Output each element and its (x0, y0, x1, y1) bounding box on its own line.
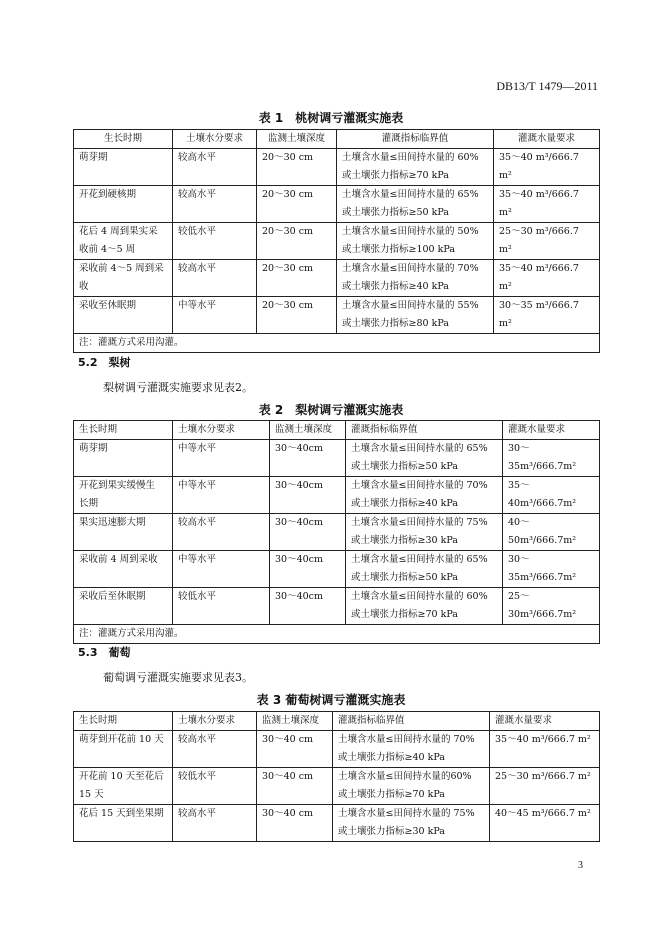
table-cell: 中等水平 (173, 477, 270, 514)
table-cell: 土壤含水量≤田间持水量的 75% 或土壤张力指标≥30 kPa (346, 514, 503, 551)
table-note: 注：灌溉方式采用沟灌。 (74, 625, 600, 644)
table-cell: 较高水平 (173, 186, 257, 223)
table-cell: 土壤含水量≤田间持水量的 60% 或土壤张力指标≥70 kPa (346, 588, 503, 625)
table-cell: 土壤含水量≤田间持水量的 50% 或土壤张力指标≥100 kPa (337, 223, 494, 260)
table-row (74, 805, 600, 842)
table1 (73, 129, 600, 353)
table-header-row (74, 130, 600, 149)
table-cell: 35～40 m³/666.7 m² (494, 260, 600, 297)
table-cell: 20～30 cm (257, 260, 337, 297)
table2-caption: 表 2 梨树调亏灌溉实施表 (258, 403, 404, 417)
table-cell: 30～35 m³/666.7 m² (494, 297, 600, 334)
table-cell: 30～40cm (270, 588, 346, 625)
table-row (74, 514, 600, 551)
document-code: DB13/T 1479—2011 (496, 79, 598, 93)
table-row (74, 768, 600, 805)
table-cell: 花后 4 周到果实采 收前 4～5 周 (74, 223, 173, 260)
table-cell: 土壤含水量≤田间持水量的 70% 或土壤张力指标≥40 kPa (346, 477, 503, 514)
table-note-row (74, 625, 600, 644)
table-cell: 30～40cm (270, 514, 346, 551)
header-cell: 土壤水分要求 (173, 421, 270, 440)
section-paragraph: 葡萄调亏灌溉实施要求见表3。 (103, 671, 253, 684)
table-cell: 土壤含水量≤田间持水量的 60% 或土壤张力指标≥70 kPa (337, 149, 494, 186)
table-cell: 土壤含水量≤田间持水量的 55% 或土壤张力指标≥80 kPa (337, 297, 494, 334)
table-cell: 开花到硬核期 (74, 186, 173, 223)
table3-caption: 表 3 葡萄树调亏灌溉实施表 (256, 693, 406, 707)
table-cell: 中等水平 (173, 297, 257, 334)
table-cell: 20～30 cm (257, 223, 337, 260)
table-cell: 较低水平 (173, 588, 270, 625)
table-header-row (74, 712, 600, 731)
table-cell: 40～45 m³/666.7 m² (490, 805, 600, 842)
table2 (73, 420, 600, 644)
header-cell: 土壤水分要求 (173, 130, 257, 149)
header-cell: 生长时期 (74, 421, 173, 440)
table-cell: 30～40cm (270, 477, 346, 514)
table-cell: 较低水平 (173, 223, 257, 260)
table-row (74, 186, 600, 223)
table-cell: 土壤含水量≤田间持水量的60% 或土壤张力指标≥70 kPa (333, 768, 490, 805)
table-cell: 土壤含水量≤田间持水量的 70% 或土壤张力指标≥40 kPa (337, 260, 494, 297)
table-cell: 35～40 m³/666.7 m² (494, 149, 600, 186)
table-cell: 萌芽期 (74, 149, 173, 186)
table-cell: 开花到果实缓慢生 长期 (74, 477, 173, 514)
table-row (74, 731, 600, 768)
table-cell: 采收前 4 周到采收 (74, 551, 173, 588)
section-heading: 5.2 梨树 (78, 356, 131, 369)
table-cell: 开花前 10 天至花后 15 天 (74, 768, 173, 805)
table-cell: 较高水平 (173, 731, 257, 768)
table-cell: 采收至休眠期 (74, 297, 173, 334)
header-cell: 生长时期 (74, 130, 173, 149)
header-cell: 灌溉水量要求 (494, 130, 600, 149)
table-cell: 较低水平 (173, 768, 257, 805)
table-cell: 35～40 m³/666.7 m² (490, 731, 600, 768)
table-row (74, 260, 600, 297)
table-row (74, 551, 600, 588)
table-note: 注：灌溉方式采用沟灌。 (74, 334, 600, 353)
table1-caption: 表 1 桃树调亏灌溉实施表 (258, 111, 404, 125)
table-cell: 土壤含水量≤田间持水量的 70% 或土壤张力指标≥40 kPa (333, 731, 490, 768)
table-cell: 30～35m³/666.7m² (503, 551, 600, 588)
page-number: 3 (578, 860, 583, 871)
table-cell: 较高水平 (173, 805, 257, 842)
table-row (74, 223, 600, 260)
header-cell: 灌溉指标临界值 (333, 712, 490, 731)
table-cell: 30～40 cm (257, 731, 333, 768)
table-cell: 较高水平 (173, 149, 257, 186)
table-cell: 40～50m³/666.7m² (503, 514, 600, 551)
table3 (73, 711, 600, 842)
header-cell: 生长时期 (74, 712, 173, 731)
table-note-row (74, 334, 600, 353)
table-row (74, 149, 600, 186)
header-cell: 监测土壤深度 (257, 130, 337, 149)
table-cell: 较高水平 (173, 260, 257, 297)
section-paragraph: 梨树调亏灌溉实施要求见表2。 (103, 381, 253, 394)
table-cell: 采收后至休眠期 (74, 588, 173, 625)
table-cell: 土壤含水量≤田间持水量的 65% 或土壤张力指标≥50 kPa (337, 186, 494, 223)
table-cell: 25～30 m³/666.7 m² (490, 768, 600, 805)
table-cell: 35～40m³/666.7m² (503, 477, 600, 514)
table-row (74, 588, 600, 625)
table-cell: 30～40 cm (257, 768, 333, 805)
table-header-row (74, 421, 600, 440)
header-cell: 灌溉指标临界值 (337, 130, 494, 149)
table-cell: 萌芽到开花前 10 天 (74, 731, 173, 768)
table-cell: 30～40 cm (257, 805, 333, 842)
table-cell: 中等水平 (173, 551, 270, 588)
table-cell: 土壤含水量≤田间持水量的 65% 或土壤张力指标≥50 kPa (346, 440, 503, 477)
table-cell: 20～30 cm (257, 186, 337, 223)
header-cell: 监测土壤深度 (257, 712, 333, 731)
table-cell: 萌芽期 (74, 440, 173, 477)
header-cell: 监测土壤深度 (270, 421, 346, 440)
table-cell: 较高水平 (173, 514, 270, 551)
table-cell: 30～40cm (270, 440, 346, 477)
table-cell: 25～30 m³/666.7 m² (494, 223, 600, 260)
table-cell: 25～30m³/666.7m² (503, 588, 600, 625)
table-cell: 花后 15 天到坐果期 (74, 805, 173, 842)
table-cell: 35～40 m³/666.7 m² (494, 186, 600, 223)
header-cell: 灌溉指标临界值 (346, 421, 503, 440)
table-cell: 采收前 4～5 周到采 收 (74, 260, 173, 297)
table-row (74, 477, 600, 514)
table-cell: 30～35m³/666.7m² (503, 440, 600, 477)
table-row (74, 440, 600, 477)
header-cell: 灌溉水量要求 (490, 712, 600, 731)
table-cell: 土壤含水量≤田间持水量的 75% 或土壤张力指标≥30 kPa (333, 805, 490, 842)
table-row (74, 297, 600, 334)
table-cell: 20～30 cm (257, 149, 337, 186)
header-cell: 灌溉水量要求 (503, 421, 600, 440)
table-cell: 中等水平 (173, 440, 270, 477)
table-cell: 土壤含水量≤田间持水量的 65% 或土壤张力指标≥50 kPa (346, 551, 503, 588)
table-cell: 30～40cm (270, 551, 346, 588)
table-cell: 20～30 cm (257, 297, 337, 334)
table-cell: 果实迅速膨大期 (74, 514, 173, 551)
header-cell: 土壤水分要求 (173, 712, 257, 731)
section-heading: 5.3 葡萄 (78, 646, 131, 659)
